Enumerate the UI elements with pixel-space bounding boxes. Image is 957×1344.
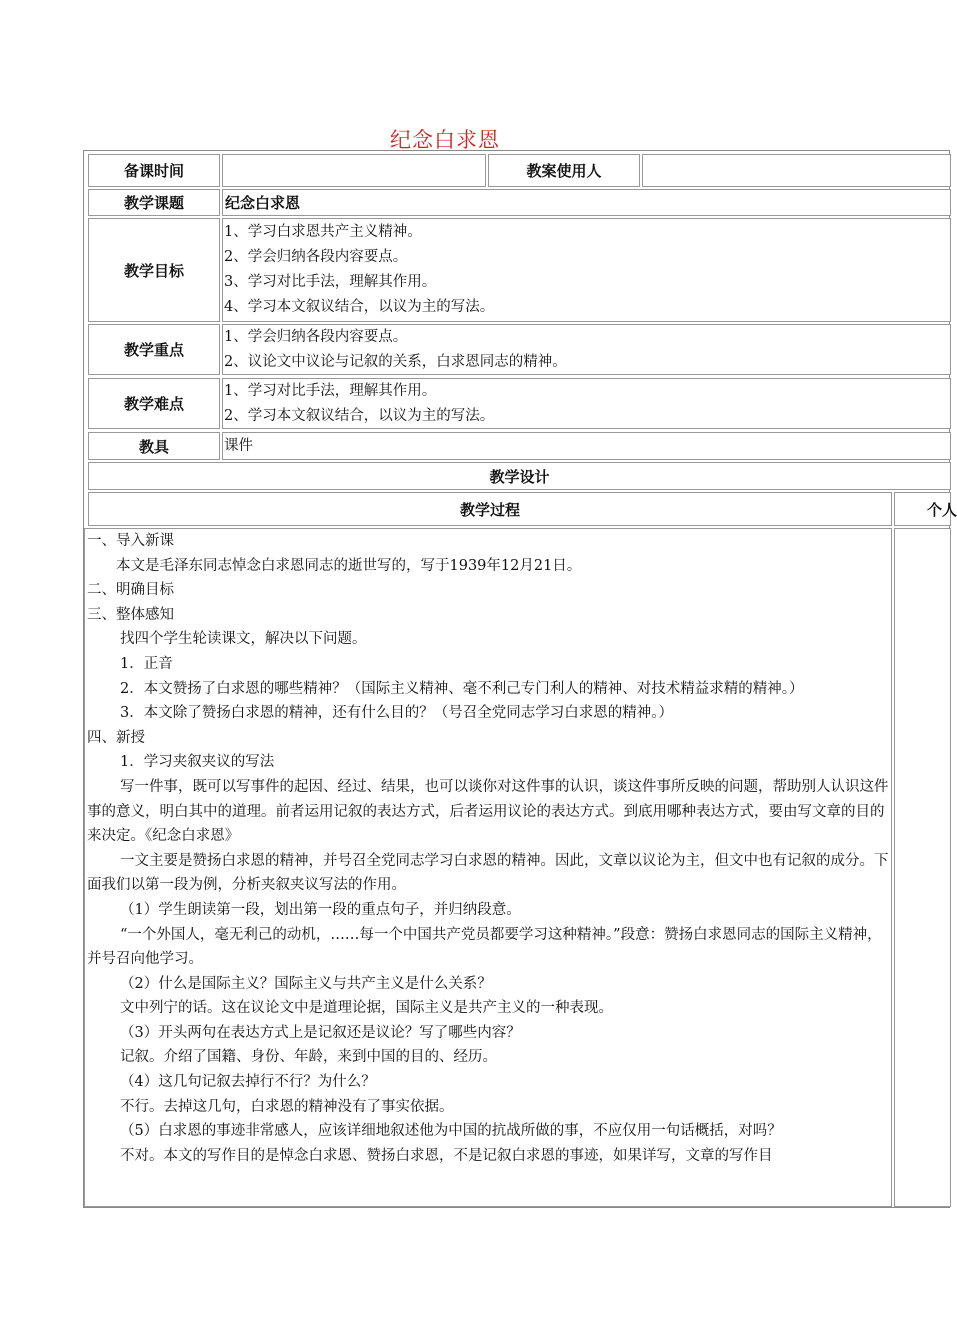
paragraph: “一个外国人，毫无利己的动机，……每一个中国共产党员都要学习这种精神。”段意：赞扬白求恩同志的国际主义精神，并号召向他学习。 <box>87 926 882 968</box>
paragraph: 写一件事，既可以写事件的起因、经过、结果，也可以谈你对这件事的认识，谈这件事所反映的问题，帮助别人认识这件事的意义，明白其中的道理。前者运用记叙的表达方式，后者运用议论的表达方式。到底用哪种表达方式，要由写文章的目的来决定。《纪念白求恩》 <box>87 778 889 845</box>
goal-item: 2、学会归纳各段内容要点。 <box>224 249 408 265</box>
topic-value: 纪念白求恩 <box>222 189 951 216</box>
difficulty-list <box>222 378 951 429</box>
paragraph: 3．本文除了赞扬白求恩的精神，还有什么目的？（号召全党同志学习白求恩的精神。） <box>120 705 673 722</box>
paragraph: 不对。本文的写作目的是悼念白求恩、赞扬白求恩，不是记叙白求恩的事迹，如果详写，文章的写作目 <box>120 1147 773 1164</box>
paragraph: 文中列宁的话。这在议论文中是道理论据，国际主义是共产主义的一种表现。 <box>120 1000 613 1017</box>
difficulty-item: 2、学习本文叙议结合，以议为主的写法。 <box>224 408 495 424</box>
focus-item: 1、学会归纳各段内容要点。 <box>224 329 408 345</box>
goals-list <box>222 218 951 322</box>
lesson-plan-table <box>83 150 957 1208</box>
difficulty-item: 1、学习对比手法，理解其作用。 <box>224 383 437 399</box>
goals-label: 教学目标 <box>88 218 220 322</box>
paragraph: 不行。去掉这几句，白求恩的精神没有了事实依据。 <box>120 1098 454 1115</box>
process-header: 教学过程 <box>88 492 892 526</box>
page-title: 纪念白求恩 <box>390 128 500 152</box>
focus-item: 2、议论文中议论与记叙的关系，白求恩同志的精神。 <box>224 354 567 370</box>
section-heading: 四、新授 <box>87 729 145 746</box>
difficulty-label: 教学难点 <box>88 378 220 429</box>
paragraph: （5）白求恩的事迹非常感人，应该详细地叙述他为中国的抗战所做的事，不应仅用一句话概括，对吗？ <box>120 1123 782 1140</box>
user-label: 教案使用人 <box>488 154 640 187</box>
paragraph: 一文主要是赞扬白求恩的精神，并号召全党同志学习白求恩的精神。因此，文章以议论为主，但文中也有记叙的成分。下面我们以第一段为例，分析夹叙夹议写法的作用。 <box>87 852 889 894</box>
tools-value: 课件 <box>222 432 951 460</box>
focus-label: 教学重点 <box>88 324 220 375</box>
paragraph: 记叙。介绍了国籍、身份、年龄，来到中国的目的、经历。 <box>120 1049 497 1066</box>
goal-item: 1、学习白求恩共产主义精神。 <box>224 224 422 240</box>
paragraph: 1．学习夹叙夹议的写法 <box>120 754 275 771</box>
focus-list <box>222 324 951 375</box>
process-content <box>84 528 892 1207</box>
design-header: 教学设计 <box>88 462 951 490</box>
goal-item: 3、学习对比手法，理解其作用。 <box>224 274 437 290</box>
prep-time-label: 备课时间 <box>88 154 220 187</box>
personal-notes-column <box>894 528 951 1207</box>
paragraph: （1）学生朗读第一段，划出第一段的重点句子，并归纳段意。 <box>120 901 521 918</box>
paragraph: 找四个学生轮读课文，解决以下问题。 <box>120 631 367 648</box>
prep-time-value <box>222 154 486 187</box>
goal-item: 4、学习本文叙议结合，以议为主的写法。 <box>224 299 495 315</box>
tools-label: 教具 <box>88 432 220 460</box>
paragraph: （4）这几句记叙去掉行不行？为什么？ <box>120 1074 376 1091</box>
paragraph: 1．正音 <box>120 655 173 672</box>
paragraph: （2）什么是国际主义？国际主义与共产主义是什么关系？ <box>120 975 492 992</box>
user-value <box>642 154 951 187</box>
paragraph: 本文是毛泽东同志悼念白求恩同志的逝世写的，写于1939年12月21日。 <box>116 557 582 574</box>
section-heading: 一、导入新课 <box>87 533 174 549</box>
paragraph: （3）开头两句在表达方式上是记叙还是议论？写了哪些内容？ <box>120 1024 521 1041</box>
personal-header: 个人 <box>894 492 951 526</box>
topic-label: 教学课题 <box>88 189 220 216</box>
paragraph: 2．本文赞扬了白求恩的哪些精神？（国际主义精神、毫不利己专门利人的精神、对技术精益求精的精神。） <box>120 680 804 697</box>
section-heading: 三、整体感知 <box>87 606 174 623</box>
section-heading: 二、明确目标 <box>87 582 174 599</box>
